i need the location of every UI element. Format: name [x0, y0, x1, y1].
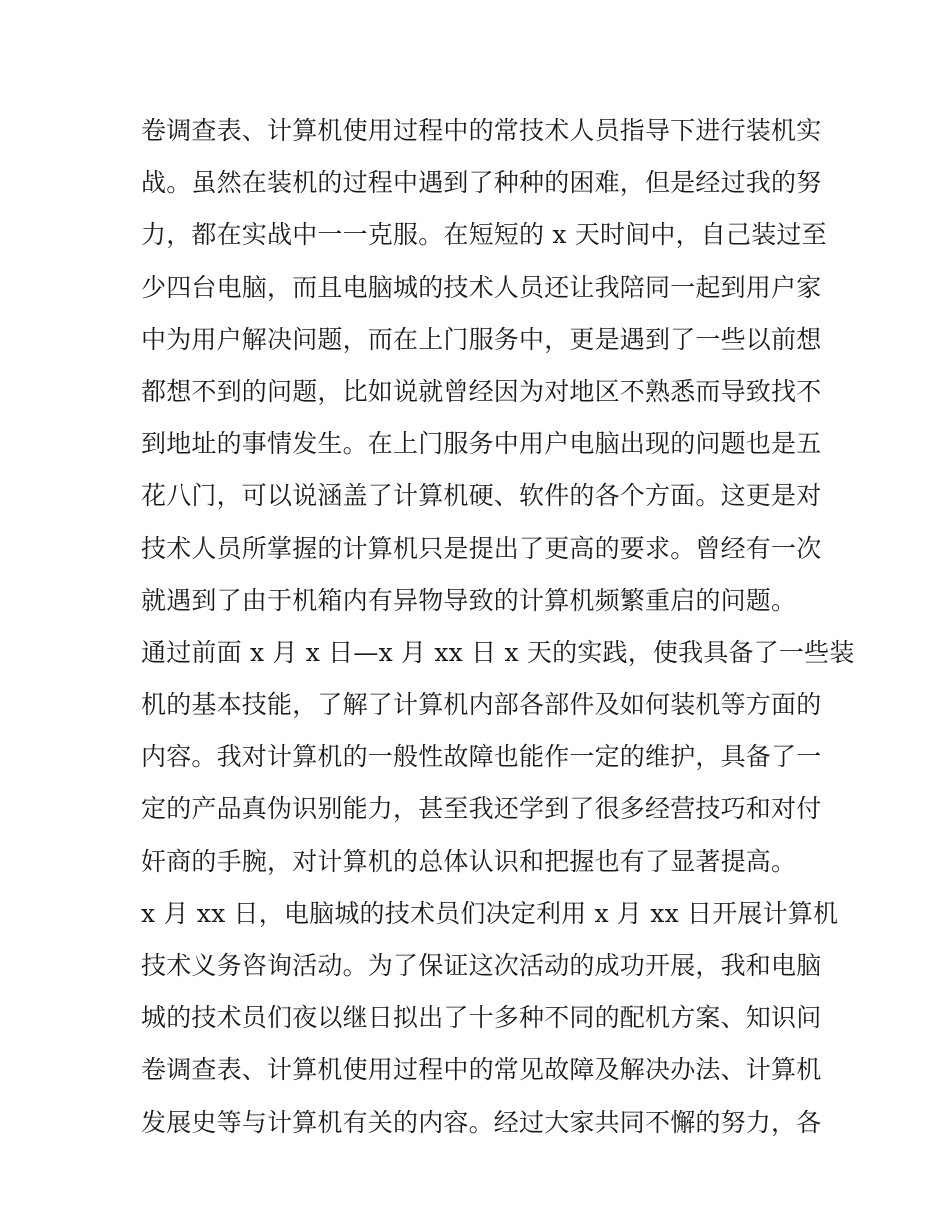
text-line-14: 定的产品真伪识别能力，甚至我还学到了很多经营技巧和对付: [141, 794, 822, 824]
text-line-8: 花八门，可以说涵盖了计算机硬、软件的各个方面。这更是对: [141, 481, 822, 511]
text-line-5: 中为用户解决问题，而在上门服务中，更是遇到了一些以前想: [141, 324, 822, 354]
text-line-19: 卷调查表、计算机使用过程中的常见故障及解决办法、计算机: [141, 1055, 822, 1085]
text-line-11: 通过前面 x 月 x 日—x 月 xx 日 x 天的实践，使我具备了一些装: [141, 637, 855, 667]
text-line-10: 就遇到了由于机箱内有异物导致的计算机频繁重启的问题。: [141, 585, 797, 615]
text-line-7: 到地址的事情发生。在上门服务中用户电脑出现的问题也是五: [141, 429, 822, 459]
text-line-3: 力，都在实战中一一克服。在短短的 x 天时间中，自己装过至: [141, 220, 827, 250]
text-line-4: 少四台电脑，而且电脑城的技术人员还让我陪同一起到用户家: [141, 272, 822, 302]
text-line-6: 都想不到的问题，比如说就曾经因为对地区不熟悉而导致找不: [141, 376, 822, 406]
text-line-9: 技术人员所掌握的计算机只是提出了更高的要求。曾经有一次: [141, 533, 822, 563]
text-line-15: 奸商的手腕，对计算机的总体认识和把握也有了显著提高。: [141, 846, 797, 876]
text-line-1: 卷调查表、计算机使用过程中的常技术人员指导下进行装机实: [141, 116, 822, 145]
text-line-18: 城的技术员们夜以继日拟出了十多种不同的配机方案、知识问: [141, 1003, 822, 1033]
text-line-2: 战。虽然在装机的过程中遇到了种种的困难，但是经过我的努: [141, 168, 822, 198]
text-line-12: 机的基本技能，了解了计算机内部各部件及如何装机等方面的: [141, 690, 822, 720]
text-line-13: 内容。我对计算机的一般性故障也能作一定的维护，具备了一: [141, 742, 822, 772]
text-line-17: 技术义务咨询活动。为了保证这次活动的成功开展，我和电脑: [141, 951, 822, 980]
text-line-20: 发展史等与计算机有关的内容。经过大家共同不懈的努力，各: [141, 1107, 822, 1137]
text-line-16: x 月 xx 日，电脑城的技术员们决定利用 x 月 xx 日开展计算机: [141, 898, 839, 928]
body-text: [141, 105, 855, 1149]
